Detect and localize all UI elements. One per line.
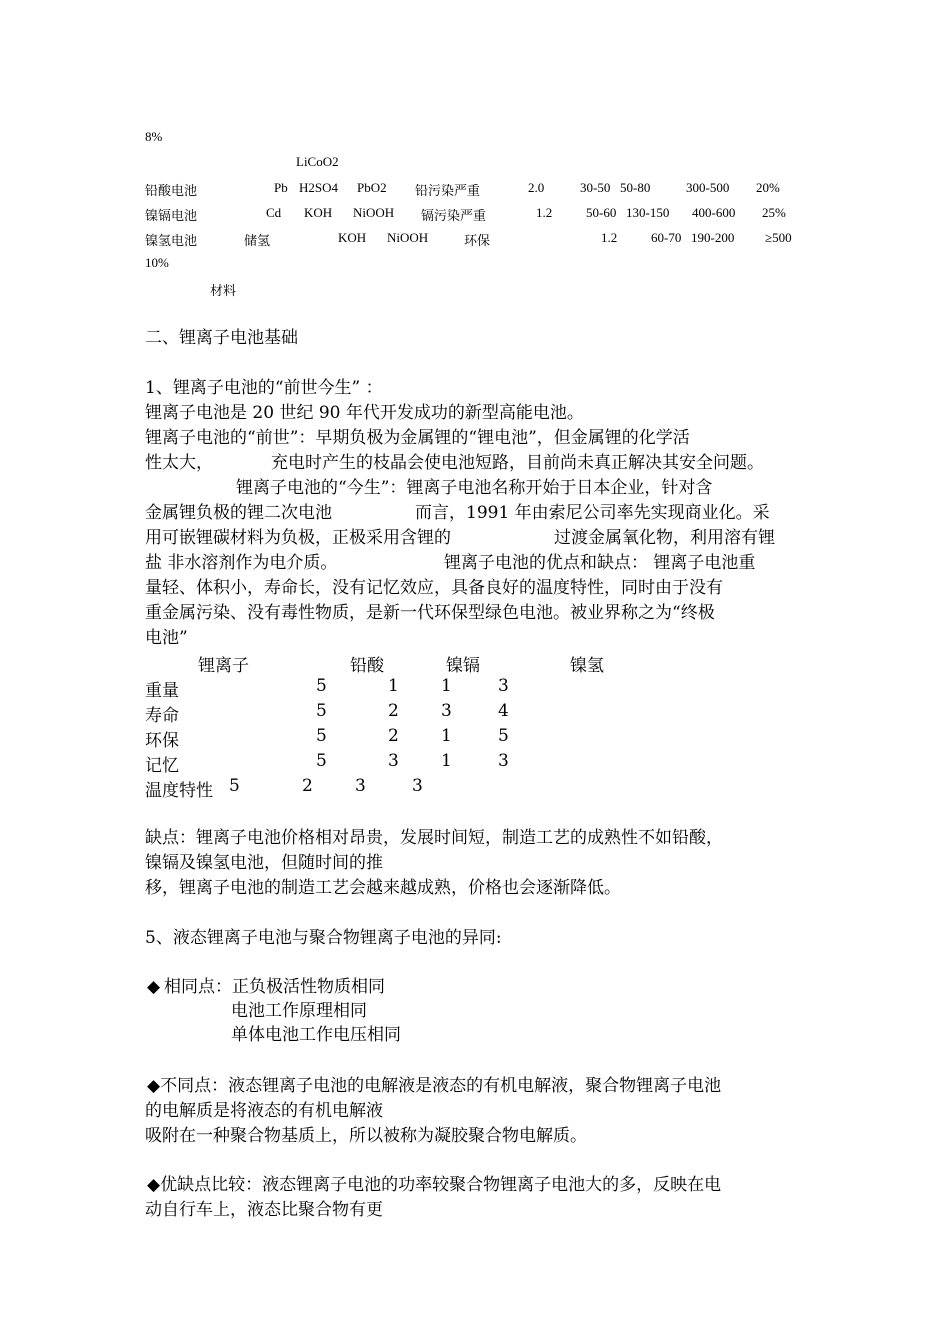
section-title: 二、锂离子电池基础 — [145, 328, 298, 348]
compare-cell: 3 — [355, 776, 366, 796]
row-pos: NiOOH — [353, 205, 395, 220]
compare-cell: 2 — [388, 726, 399, 746]
compare-cell: 5 — [316, 751, 327, 771]
row-whkg: 50-60 — [586, 205, 617, 220]
row-whl: 130-150 — [626, 205, 670, 220]
body-line: 盐 非水溶剂作为电介质。 — [145, 553, 338, 573]
row-neg: 储氢 — [244, 233, 271, 248]
body-line: 性太大， — [145, 453, 213, 473]
compare-header: 镍镉 — [446, 656, 480, 676]
compare-row-label: 记忆 — [145, 756, 179, 776]
row-env: 镉污染严重 — [421, 208, 487, 223]
pros-line: ◆优缺点比较：液态锂离子电池的功率较聚合物锂离子电池大的多，反映在电 — [147, 1175, 722, 1195]
compare-cell: 3 — [498, 676, 509, 696]
row-whkg: 60-70 — [651, 230, 682, 245]
row-self: 20% — [756, 180, 780, 195]
compare-cell: 1 — [441, 751, 452, 771]
row-v: 2.0 — [528, 180, 545, 195]
compare-cell: 5 — [316, 726, 327, 746]
row-electrolyte: KOH — [338, 230, 367, 245]
row-pos: NiOOH — [387, 230, 429, 245]
body-line: 锂离子电池的“前世”：早期负极为金属锂的“锂电池”，但金属锂的化学活 — [145, 428, 690, 448]
compare-cell: 1 — [388, 676, 399, 696]
row-whkg: 30-50 — [580, 180, 611, 195]
cons-line: 缺点：锂离子电池价格相对昂贵，发展时间短，制造工艺的成熟性不如铅酸， — [145, 828, 723, 848]
row-whl: 190-200 — [691, 230, 735, 245]
subsection-title: 1、锂离子电池的“前世今生” ： — [145, 378, 383, 398]
compare-row-label: 重量 — [145, 681, 179, 701]
row-env: 铅污染严重 — [415, 183, 481, 198]
compare-cell: 3 — [412, 776, 423, 796]
compare-cell: 5 — [316, 676, 327, 696]
row-pos: PbO2 — [357, 180, 387, 195]
row-env: 环保 — [464, 233, 491, 248]
same-item: 电池工作原理相同 — [231, 1001, 367, 1021]
row-cycles: 400-600 — [692, 205, 736, 220]
cons-line: 移，锂离子电池的制造工艺会越来越成熟，价格也会逐渐降低。 — [145, 878, 621, 898]
table-fragment-pct: 8% — [145, 129, 163, 144]
compare-header: 铅酸 — [350, 656, 384, 676]
compare-cell: 3 — [441, 701, 452, 721]
same-item: 单体电池工作电压相同 — [231, 1025, 401, 1045]
body-line: 电池” — [145, 628, 188, 648]
row-cycles: 300-500 — [686, 180, 730, 195]
row-electrolyte: H2SO4 — [299, 180, 339, 195]
compare-cell: 2 — [302, 776, 313, 796]
body-line: 量轻、体积小，寿命长，没有记忆效应，具备良好的温度特性，同时由于没有 — [145, 578, 723, 598]
compare-cell: 4 — [498, 701, 509, 721]
compare-cell: 5 — [498, 726, 509, 746]
compare-cell: 3 — [388, 751, 399, 771]
body-line: 过渡金属氧化物，利用溶有锂 — [554, 528, 775, 548]
body-line: 用可嵌锂碳材料为负极，正极采用含锂的 — [145, 528, 451, 548]
subsection-title: 5、液态锂离子电池与聚合物锂离子电池的异同: — [145, 928, 502, 948]
diff-line: 的电解质是将液态的有机电解液 — [145, 1101, 383, 1121]
cons-line: 镍镉及镍氢电池，但随时间的推 — [145, 853, 383, 873]
diff-line: ◆不同点：液态锂离子电池的电解液是液态的有机电解液，聚合物锂离子电池 — [147, 1076, 722, 1096]
body-line: 锂离子电池的“今生”：锂离子电池名称开始于日本企业，针对含 — [236, 478, 713, 498]
pros-line: 动自行车上，液态比聚合物有更 — [145, 1200, 383, 1220]
diff-line: 吸附在一种聚合物基质上，所以被称为凝胶聚合物电解质。 — [145, 1126, 587, 1146]
compare-cell: 1 — [441, 726, 452, 746]
compare-cell: 2 — [388, 701, 399, 721]
body-line: 金属锂负极的锂二次电池 — [145, 503, 332, 523]
same-bullet: ◆ — [147, 977, 161, 997]
row-neg: Cd — [266, 205, 282, 220]
compare-header: 锂离子 — [198, 656, 249, 676]
body-line: 充电时产生的枝晶会使电池短路，目前尚未真正解决其安全问题。 — [271, 453, 764, 473]
body-line: 锂离子电池是 20 世纪 90 年代开发成功的新型高能电池。 — [145, 403, 584, 423]
row-name: 镍镉电池 — [145, 208, 198, 223]
compare-row-label: 寿命 — [145, 706, 179, 726]
row-name: 镍氢电池 — [145, 233, 198, 248]
licoo2-label: LiCoO2 — [296, 154, 339, 169]
compare-cell: 5 — [229, 776, 240, 796]
row-v: 1.2 — [601, 230, 618, 245]
compare-row-label: 环保 — [145, 731, 179, 751]
row-name: 铅酸电池 — [145, 183, 198, 198]
compare-row-label: 温度特性 — [145, 781, 213, 801]
compare-cell: 1 — [441, 676, 452, 696]
row-neg: Pb — [274, 180, 288, 195]
compare-cell: 3 — [498, 751, 509, 771]
body-line: 锂离子电池的优点和缺点： 锂离子电池重 — [444, 553, 756, 573]
compare-cell: 5 — [316, 701, 327, 721]
body-line: 而言，1991 年由索尼公司率先实现商业化。采 — [415, 503, 770, 523]
row-electrolyte: KOH — [304, 205, 333, 220]
row-self: 10% — [145, 255, 169, 270]
neg-suffix: 材料 — [210, 283, 237, 298]
compare-header: 镍氢 — [570, 656, 604, 676]
body-line: 重金属污染、没有毒性物质，是新一代环保型绿色电池。被业界称之为“终极 — [145, 603, 715, 623]
row-cycles: ≥500 — [765, 230, 792, 245]
same-label: 相同点：正负极活性物质相同 — [164, 977, 385, 997]
row-whl: 50-80 — [620, 180, 651, 195]
row-self: 25% — [762, 205, 786, 220]
row-v: 1.2 — [536, 205, 553, 220]
